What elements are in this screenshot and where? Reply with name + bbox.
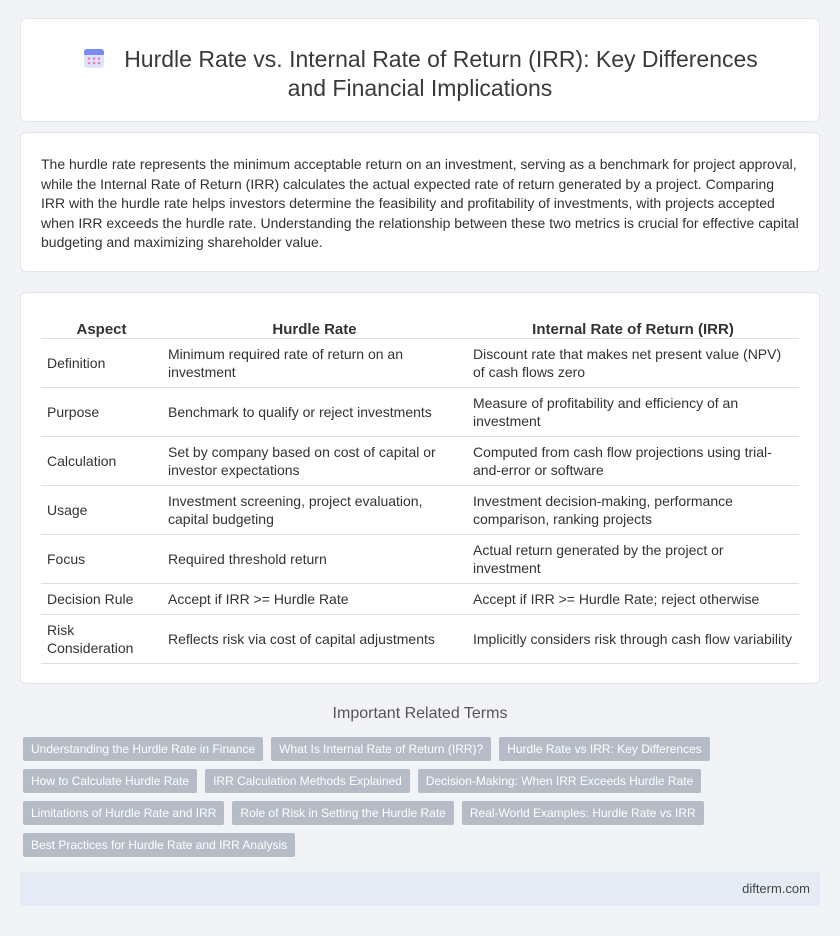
comparison-table-card [20,292,820,684]
aspect-cell: Calculation [41,436,162,485]
calendar-icon [82,46,106,70]
table-row [41,534,799,583]
header-aspect: Aspect [41,314,162,338]
comparison-table [41,314,799,664]
hurdle-rate-cell: Required threshold return [162,534,467,583]
table-row [41,387,799,436]
related-terms-list [23,737,723,865]
hurdle-rate-cell: Set by company based on cost of capital or investor expectations [162,436,467,485]
related-term-link[interactable]: What Is Internal Rate of Return (IRR)? [271,737,491,761]
irr-cell: Discount rate that makes net present value (NPV) of cash flows zero [467,338,799,387]
irr-cell: Accept if IRR >= Hurdle Rate; reject otherwise [467,583,799,614]
related-term-link[interactable]: Decision-Making: When IRR Exceeds Hurdle Rate [418,769,701,793]
related-term-link[interactable]: Real-World Examples: Hurdle Rate vs IRR [462,801,704,825]
table-row [41,436,799,485]
page-title-row [21,45,819,103]
hurdle-rate-cell: Investment screening, project evaluation, capital budgeting [162,485,467,534]
related-term-link[interactable]: Hurdle Rate vs IRR: Key Differences [499,737,710,761]
intro-paragraph: The hurdle rate represents the minimum acceptable return on an investment, serving as a benchmark for project approval, while the Internal Rate of Return (IRR) calculates the actual expected rate of return generated by a project. Comparing IRR with the hurdle rate helps investors determine the feasibility and profitability of investments, with projects accepted when IRR exceeds the hurdle rate. Understanding the relationship between these two metrics is crucial for effective capital budgeting and maximizing shareholder value. [41,156,799,251]
intro-card [20,132,820,272]
aspect-cell: Definition [41,338,162,387]
page-title: Hurdle Rate vs. Internal Rate of Return (IRR): Key Differences and Financial Implications [124,46,758,101]
related-term-link[interactable]: Best Practices for Hurdle Rate and IRR Analysis [23,833,295,857]
footer-site-link[interactable]: difterm.com [742,881,810,896]
table-row [41,614,799,663]
footer-bar [20,872,820,906]
hurdle-rate-cell: Benchmark to qualify or reject investments [162,387,467,436]
hurdle-rate-cell: Accept if IRR >= Hurdle Rate [162,583,467,614]
aspect-cell: Usage [41,485,162,534]
irr-cell: Implicitly considers risk through cash flow variability [467,614,799,663]
related-term-link[interactable]: Limitations of Hurdle Rate and IRR [23,801,224,825]
hurdle-rate-cell: Reflects risk via cost of capital adjustments [162,614,467,663]
related-term-link[interactable]: How to Calculate Hurdle Rate [23,769,197,793]
irr-cell: Measure of profitability and efficiency of an investment [467,387,799,436]
aspect-cell: Purpose [41,387,162,436]
header-irr: Internal Rate of Return (IRR) [467,314,799,338]
hurdle-rate-cell: Minimum required rate of return on an investment [162,338,467,387]
aspect-cell: Risk Consideration [41,614,162,663]
aspect-cell: Focus [41,534,162,583]
related-term-link[interactable]: IRR Calculation Methods Explained [205,769,410,793]
aspect-cell: Decision Rule [41,583,162,614]
header-hurdle-rate: Hurdle Rate [162,314,467,338]
header-card [20,18,820,122]
table-row [41,485,799,534]
related-term-link[interactable]: Understanding the Hurdle Rate in Finance [23,737,263,761]
table-row [41,583,799,614]
irr-cell: Actual return generated by the project or investment [467,534,799,583]
related-terms-title: Important Related Terms [332,705,508,722]
table-row [41,338,799,387]
irr-cell: Investment decision-making, performance comparison, ranking projects [467,485,799,534]
related-term-link[interactable]: Role of Risk in Setting the Hurdle Rate [232,801,453,825]
irr-cell: Computed from cash flow projections using trial-and-error or software [467,436,799,485]
